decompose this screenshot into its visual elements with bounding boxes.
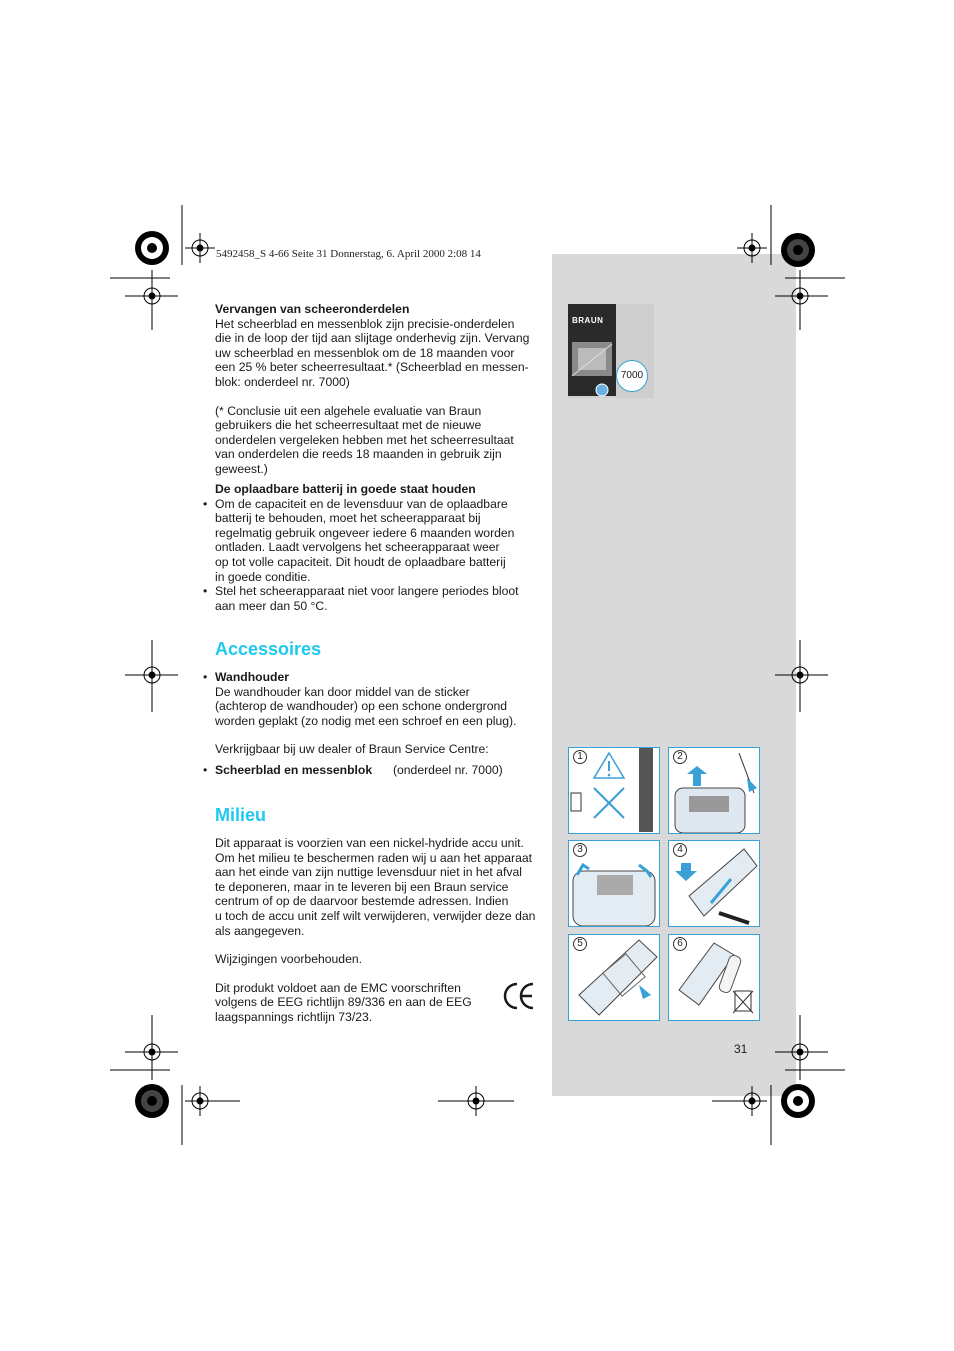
figure-step-1 [568,747,660,834]
body-line: in goede conditie. [215,569,311,584]
registration-mark-icon [125,640,178,712]
body-line: regelmatig gebruik ongeveer iedere 6 maanden worden [215,525,515,540]
body-line: Verkrijgbaar bij uw dealer of Braun Service Centre: [215,742,489,757]
list-item [215,584,537,613]
footnote-line: van onderdelen die reeds 18 maanden in gebruik zijn [215,447,502,462]
footnote-line: gebruikers die het scheerresultaat met de nieuwe [215,418,482,433]
body-line: die in de loop der tijd aan slijtage onderhevig zijn. Vervang [215,331,530,346]
body-line: Dit produkt voldoet aan de EMC voorschriften [215,980,461,995]
body-line: een 25 % beter scheerresultaat.* (Scheerblad en messen- [215,360,529,375]
part-label: 7000 [616,360,648,392]
body-line: (achterop de wandhouder) op een schone ondergrond [215,699,508,714]
body-line: te deponeren, maar in te leveren bij een Braun service [215,879,509,894]
body-line: worden geplakt (zo nodig met een schroef en een plug). [215,713,517,728]
step-number: 6 [673,937,687,951]
registration-mark-icon [438,1086,514,1116]
ce-mark-icon [502,980,536,1012]
part-number: (onderdeel nr. 7000) [392,762,503,777]
body-line: aan het einde van zijn nuttige levensduur niet in het afval [215,865,522,880]
body-line: u toch de accu unit zelf wilt verwijderen, verwijder deze dan [215,908,536,923]
figure-step-3 [568,840,660,927]
section-heading: De oplaadbare batterij in goede staat houden [215,482,476,496]
recycle-bin-icon [733,991,753,1013]
body-line: ontladen. Laadt vervolgens het scheerapparaat weer [215,540,500,555]
product-image [568,304,654,398]
footnote-line: geweest.) [215,461,268,476]
step-number: 3 [573,843,587,857]
milieu-title: Milieu [215,805,267,825]
registration-mark-icon [775,640,828,712]
part-name: Scheerblad en messenblok [215,762,373,777]
accessoires-title: Accessoires [215,639,322,659]
registration-mark-icon [185,233,215,263]
body-line: op tot volle capaciteit. Dit houdt de oplaadbare batterij [215,554,506,569]
registration-mark-icon [185,1086,240,1116]
step-number: 2 [673,750,687,764]
registration-mark-icon [737,233,767,263]
body-line: laagspannings richtlijn 73/23. [215,1009,373,1024]
body-line: volgens de EEG richtlijn 89/336 en aan de EEG [215,995,472,1010]
accessoires-section [215,670,537,778]
step-number: 5 [573,937,587,951]
footnote-line: onderdelen vergeleken hebben met het scheerresultaat [215,432,514,447]
milieu-section [215,836,537,1025]
body-line: • Om de capaciteit en de levensduur van de oplaadbare [215,496,508,511]
figure-step-5 [568,934,660,1021]
body-line: centrum of op de daarvoor bestemde adressen. Indien [215,894,509,909]
body-line: blok: onderdeel nr. 7000) [215,374,350,389]
body-line: • Stel het scheerapparaat niet voor langere periodes bloot [215,584,519,599]
figure-step-2 [668,747,760,834]
body-line: Het scheerblad en messenblok zijn precisie-onderdelen [215,316,515,331]
section-battery [215,482,537,613]
body-line: Dit apparaat is voorzien van een nickel-hydride accu unit. [215,836,524,850]
list-item [215,497,537,585]
brand-logo: BRAUN [572,316,604,325]
section-replace-parts [215,302,537,477]
body-line: batterij te behouden, moet het scheerapparaat bij [215,511,481,526]
body-line: als aangegeven. [215,923,305,938]
print-header: 5492458_S 4-66 Seite 31 Donnerstag, 6. April 2000 2:08 14 [216,248,481,260]
item-title: • Wandhouder [215,670,290,684]
body-line: uw scheerblad en messenblok om de 18 maanden voor [215,345,515,360]
body-line: De wandhouder kan door middel van de sticker [215,684,470,699]
registration-mark-icon [775,270,828,330]
body-line: Wijzigingen voorbehouden. [215,952,363,967]
body-line: Om het milieu te beschermen raden wij u aan het apparaat [215,850,533,865]
figure-step-4 [668,840,760,927]
section-heading: Vervangen van scheeronderdelen [215,302,410,316]
step-number: 4 [673,843,687,857]
footnote-line: (* Conclusie uit een algehele evaluatie van Braun [215,403,482,418]
registration-mark-icon [712,1086,767,1116]
page-number: 31 [734,1042,748,1056]
figure-step-6 [668,934,760,1021]
list-item [215,763,537,778]
registration-mark-icon [125,270,178,330]
body-line: aan meer dan 50 °C. [215,598,328,613]
step-number: 1 [573,750,587,764]
list-item [215,670,537,728]
